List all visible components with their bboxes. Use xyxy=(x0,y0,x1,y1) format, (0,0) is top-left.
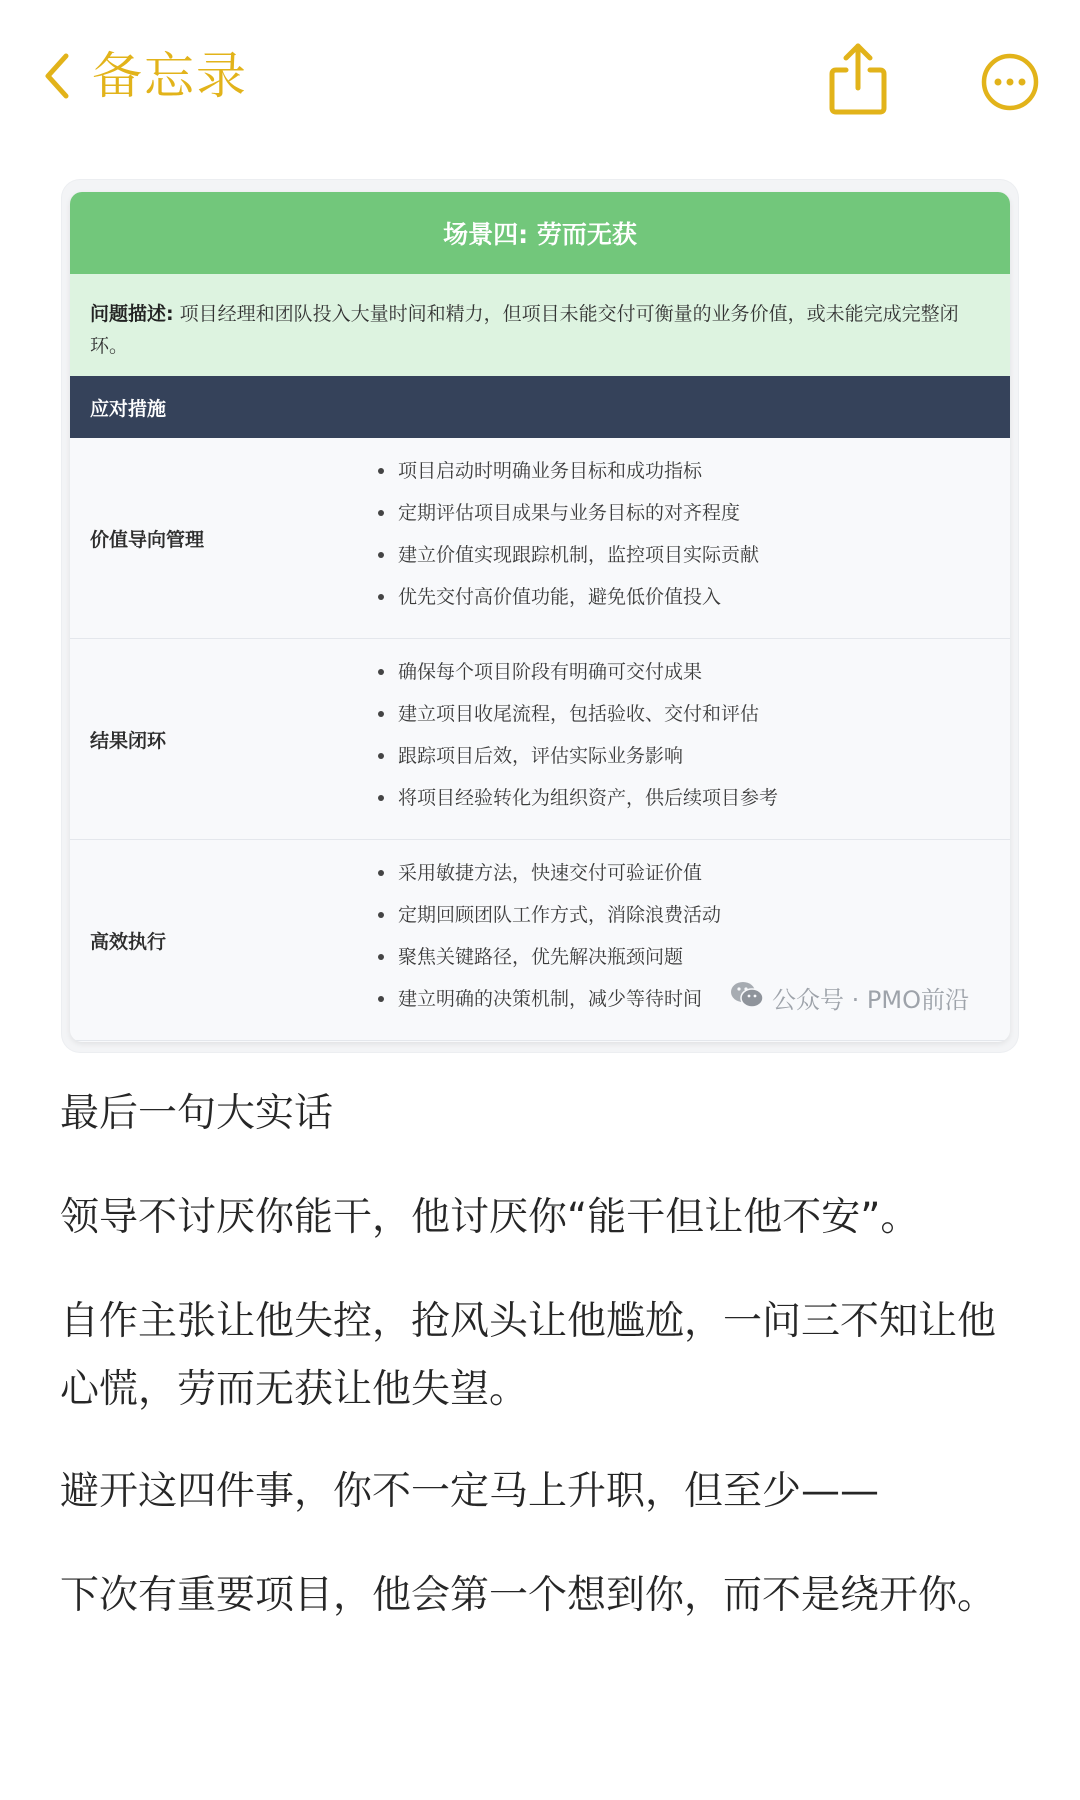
list-item: 项目启动时明确业务目标和成功指标 xyxy=(376,450,759,492)
list-item: 将项目经验转化为组织资产，供后续项目参考 xyxy=(376,777,778,819)
list-item: 建立项目收尾流程，包括验收、交付和评估 xyxy=(376,693,778,735)
list-item: 定期评估项目成果与业务目标的对齐程度 xyxy=(376,492,759,534)
list-item: 建立价值实现跟踪机制，监控项目实际贡献 xyxy=(376,534,759,576)
embedded-image[interactable] xyxy=(62,180,1018,1052)
more-options-button[interactable] xyxy=(980,52,1040,112)
list-item: 聚焦关键路径，优先解决瓶颈问题 xyxy=(376,936,721,978)
list-item: 跟踪项目后效，评估实际业务影响 xyxy=(376,735,778,777)
paragraph: 领导不讨厌你能干，他讨厌你“能干但让他不安”。 xyxy=(60,1195,920,1240)
problem-label: 问题描述: xyxy=(90,303,174,325)
paragraph: 最后一句大实话 xyxy=(60,1091,334,1136)
list-item: 确保每个项目阶段有明确可交付成果 xyxy=(376,651,778,693)
measure-row xyxy=(70,639,1010,840)
measure-list xyxy=(376,852,721,1020)
problem-text: 项目经理和团队投入大量时间和精力，但项目未能交付可衡量的业务价值，或未能完成完整闭环。 xyxy=(90,303,959,357)
paragraph: 下次有重要项目，他会第一个想到你，而不是绕开你。 xyxy=(60,1573,997,1618)
list-item: 建立明确的决策机制，减少等待时间 xyxy=(376,978,721,1020)
measure-row xyxy=(70,438,1010,639)
back-button[interactable] xyxy=(44,46,248,106)
chevron-left-icon xyxy=(44,53,70,99)
measure-list xyxy=(376,450,759,618)
scenario-card xyxy=(70,192,1010,1042)
paragraph: 避开这四件事，你不一定马上升职，但至少—— xyxy=(60,1469,880,1514)
list-item: 定期回顾团队工作方式，消除浪费活动 xyxy=(376,894,721,936)
share-button[interactable] xyxy=(826,40,890,116)
watermark-text: 公众号 · PMO前沿 xyxy=(772,986,969,1014)
list-item: 优先交付高价值功能，避免低价值投入 xyxy=(376,576,759,618)
paragraph: 自作主张让他失控，抢风头让他尴尬，一问三不知让他心慌，劳而无获让他失望。 xyxy=(60,1299,997,1412)
measure-label: 价值导向管理 xyxy=(90,528,205,551)
measure-label: 结果闭环 xyxy=(90,729,167,752)
back-label: 备忘录 xyxy=(92,47,248,105)
measure-label: 高效执行 xyxy=(90,930,167,953)
watermark xyxy=(730,980,969,1015)
measure-list xyxy=(376,651,778,819)
wechat-icon xyxy=(730,981,772,1015)
list-item: 采用敏捷方法，快速交付可验证价值 xyxy=(376,852,721,894)
measures-header: 应对措施 xyxy=(70,376,1010,438)
card-title: 场景四: 劳而无获 xyxy=(70,192,1010,274)
share-icon xyxy=(826,101,890,120)
problem-description xyxy=(70,274,1010,376)
top-nav-bar xyxy=(0,0,1080,170)
more-icon xyxy=(980,97,1040,116)
